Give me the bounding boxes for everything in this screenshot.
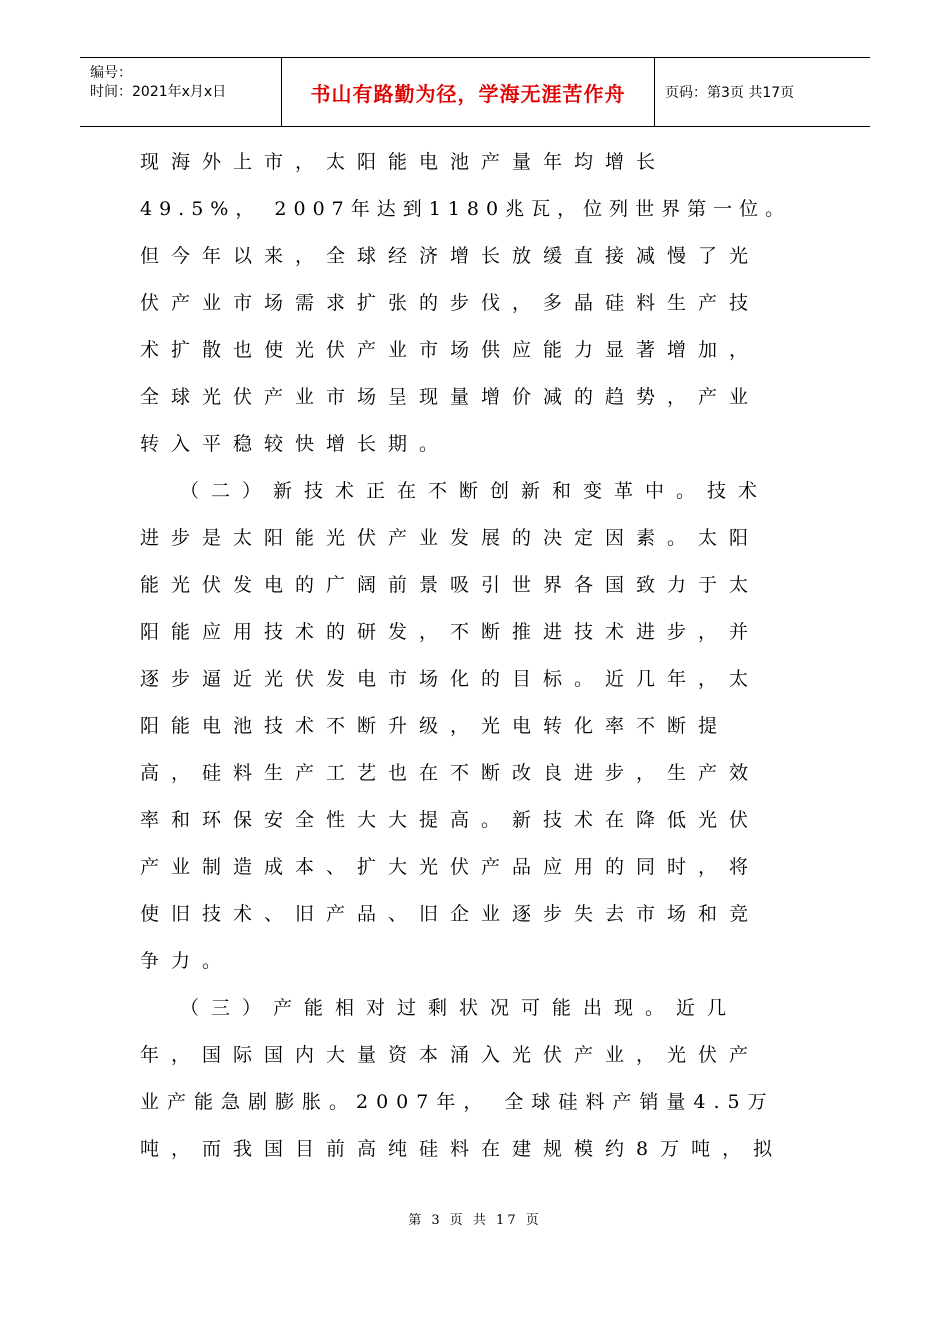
text-line: 全球光伏产业市场呈现量增价减的趋势，产业 <box>140 386 761 408</box>
text-line: 吨，而我国目前高纯硅料在建规模约8万吨，拟 <box>140 1138 785 1160</box>
text-line: 使旧技术、旧产品、旧企业逐步失去市场和竞 <box>140 903 761 925</box>
page-footer: 第 3 页 共 17 页 <box>408 1213 542 1228</box>
text-line: 伏产业市场需求扩张的步伐，多晶硅料生产技 <box>140 292 761 314</box>
header-motto: 书山有路勤为径，学海无涯苦作舟 <box>310 81 626 106</box>
document-header <box>80 57 870 127</box>
text-line: 现海外上市，太阳能电池产量年均增长 <box>140 151 668 173</box>
text-line: 阳能电池技术不断升级，光电转化率不断提 <box>140 715 730 737</box>
text-line: 术扩散也使光伏产业市场供应能力显著增加， <box>140 339 761 361</box>
header-page-code: 页码：第3页 共17页 <box>665 85 795 101</box>
text-line: 阳能应用技术的研发，不断推进技术进步，并 <box>140 621 761 643</box>
text-line: 49.5%， 2007年达到1180兆瓦，位列世界第一位。 <box>140 198 792 220</box>
text-line: 逐步逼近光伏发电市场化的目标。近几年，太 <box>140 668 761 690</box>
header-page-cell <box>655 58 870 126</box>
text-line: 但今年以来，全球经济增长放缓直接减慢了光 <box>140 245 761 267</box>
text-line: 能光伏发电的广阔前景吸引世界各国致力于太 <box>140 574 761 596</box>
document-number-label: 编号： <box>90 65 132 81</box>
text-line: 转入平稳较快增长期。 <box>140 433 451 455</box>
text-line: 业产能急剧膨胀。2007年， 全球硅料产销量4.5万 <box>140 1091 775 1113</box>
text-line: 进步是太阳能光伏产业发展的决定因素。太阳 <box>140 527 761 549</box>
text-line: （三）产能相对过剩状况可能出现。近几 <box>180 997 739 1019</box>
text-line: 高，硅料生产工艺也在不断改良进步，生产效 <box>140 762 761 784</box>
header-motto-cell <box>281 58 655 126</box>
document-time-label: 时间：2021年x月x日 <box>90 84 227 100</box>
text-line: 年，国际国内大量资本涌入光伏产业，光伏产 <box>140 1044 761 1066</box>
text-line: 争力。 <box>140 950 234 972</box>
text-line: 率和环保安全性大大提高。新技术在降低光伏 <box>140 809 761 831</box>
text-line: （二）新技术正在不断创新和变革中。技术 <box>180 480 770 502</box>
text-line: 产业制造成本、扩大光伏产品应用的同时，将 <box>140 856 761 878</box>
header-left-cell <box>80 58 280 126</box>
